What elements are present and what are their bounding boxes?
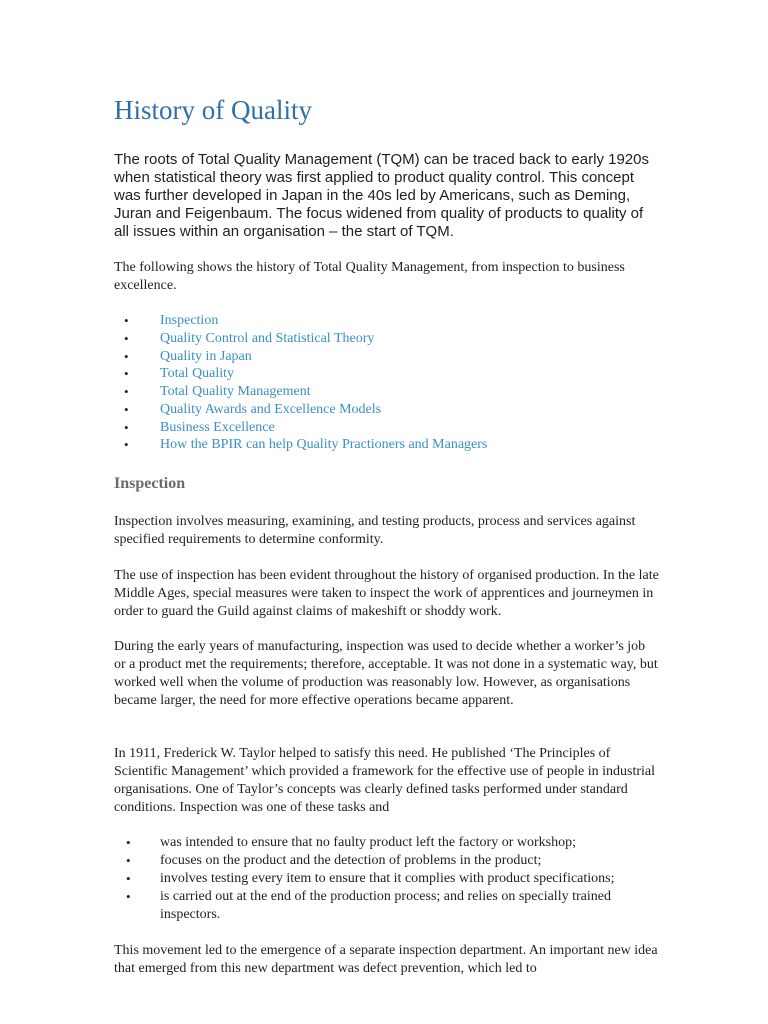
list-item bbox=[114, 834, 659, 852]
inspection-paragraph: During the early years of manufacturing, inspection was used to decide whether a worker’s job or a product met the requirements; therefore, acceptable. It was not done in a systematic way, but worked well when the volume of production was reasonably low. However, as organisations became larger, the need for more effective operations became apparent. bbox=[114, 639, 658, 708]
inspection-features-list bbox=[114, 834, 659, 924]
intro-paragraph: The roots of Total Quality Management (TQM) can be traced back to early 1920s when statistical theory was first applied to product quality control. This concept was further developed in Japan in the 40s led by Americans, such as Deming, Juran and Feigenbaum. The focus widened from quality of products to quality of all issues within an organisation – the start of TQM. bbox=[114, 151, 649, 240]
list-item-text: involves testing every item to ensure that it complies with product specifications; bbox=[160, 871, 615, 886]
list-item-text: is carried out at the end of the production process; and relies on specially trained inspectors. bbox=[160, 889, 611, 922]
toc-link-bpir-help[interactable]: How the BPIR can help Quality Practioners and Managers bbox=[160, 437, 488, 453]
list-item-text: was intended to ensure that no faulty product left the factory or workshop; bbox=[160, 835, 576, 850]
page-title: History of Quality bbox=[114, 95, 312, 125]
list-item bbox=[114, 330, 659, 348]
toc-link-inspection[interactable]: Inspection bbox=[160, 313, 219, 328]
bullet-icon: • bbox=[124, 313, 129, 328]
toc-link-quality-in-japan[interactable]: Quality in Japan bbox=[160, 348, 252, 364]
section-heading-inspection: Inspection bbox=[114, 475, 186, 492]
toc-link-total-quality[interactable]: Total Quality bbox=[160, 366, 235, 382]
list-item-text: focuses on the product and the detection of problems in the product; bbox=[160, 853, 542, 868]
bullet-icon: • bbox=[126, 889, 131, 904]
list-item bbox=[114, 436, 659, 454]
bullet-icon: • bbox=[124, 348, 129, 364]
list-item bbox=[114, 365, 659, 383]
inspection-paragraph: In 1911, Frederick W. Taylor helped to satisfy this need. He published ‘The Principles of Scientific Management’ which provided a framework for the effective use of people in industrial organisations. One of Taylor’s concepts was clearly defined tasks performed under standard conditions. Inspection was one of these tasks and bbox=[114, 746, 656, 815]
bullet-icon: • bbox=[126, 853, 131, 868]
bullet-icon: • bbox=[126, 871, 131, 886]
list-item bbox=[114, 401, 659, 419]
bullet-icon: • bbox=[124, 384, 129, 399]
list-item bbox=[114, 348, 659, 366]
list-item bbox=[114, 383, 659, 401]
toc-link-total-quality-management[interactable]: Total Quality Management bbox=[160, 384, 311, 399]
bullet-icon: • bbox=[124, 437, 129, 453]
inspection-paragraph: Inspection involves measuring, examining, and testing products, process and services against specified requirements to determine conformity. bbox=[114, 514, 636, 547]
inspection-paragraph: The use of inspection has been evident throughout the history of organised production. In the late Middle Ages, special measures were taken to inspect the work of apprentices and journeymen in order to guard the Guild against claims of makeshift or shoddy work. bbox=[114, 568, 659, 619]
list-item bbox=[114, 419, 659, 437]
bullet-icon: • bbox=[124, 419, 129, 435]
bullet-icon: • bbox=[124, 366, 129, 382]
toc-link-business-excellence[interactable]: Business Excellence bbox=[160, 419, 275, 435]
toc-link-quality-control[interactable]: Quality Control and Statistical Theory bbox=[160, 330, 375, 346]
bullet-icon: • bbox=[124, 330, 129, 346]
toc-link-quality-awards[interactable]: Quality Awards and Excellence Models bbox=[160, 401, 382, 417]
list-item bbox=[114, 312, 659, 330]
inspection-closing-paragraph: This movement led to the emergence of a separate inspection department. An important new idea that emerged from this new department was defect prevention, which led to bbox=[114, 943, 658, 976]
list-item bbox=[114, 870, 659, 888]
bullet-icon: • bbox=[124, 401, 129, 417]
history-toc-list bbox=[114, 312, 659, 454]
list-item bbox=[114, 852, 659, 870]
history-lead-paragraph: The following shows the history of Total Quality Management, from inspection to business excellence. bbox=[114, 260, 625, 293]
list-item bbox=[114, 888, 659, 924]
bullet-icon: • bbox=[126, 835, 131, 850]
